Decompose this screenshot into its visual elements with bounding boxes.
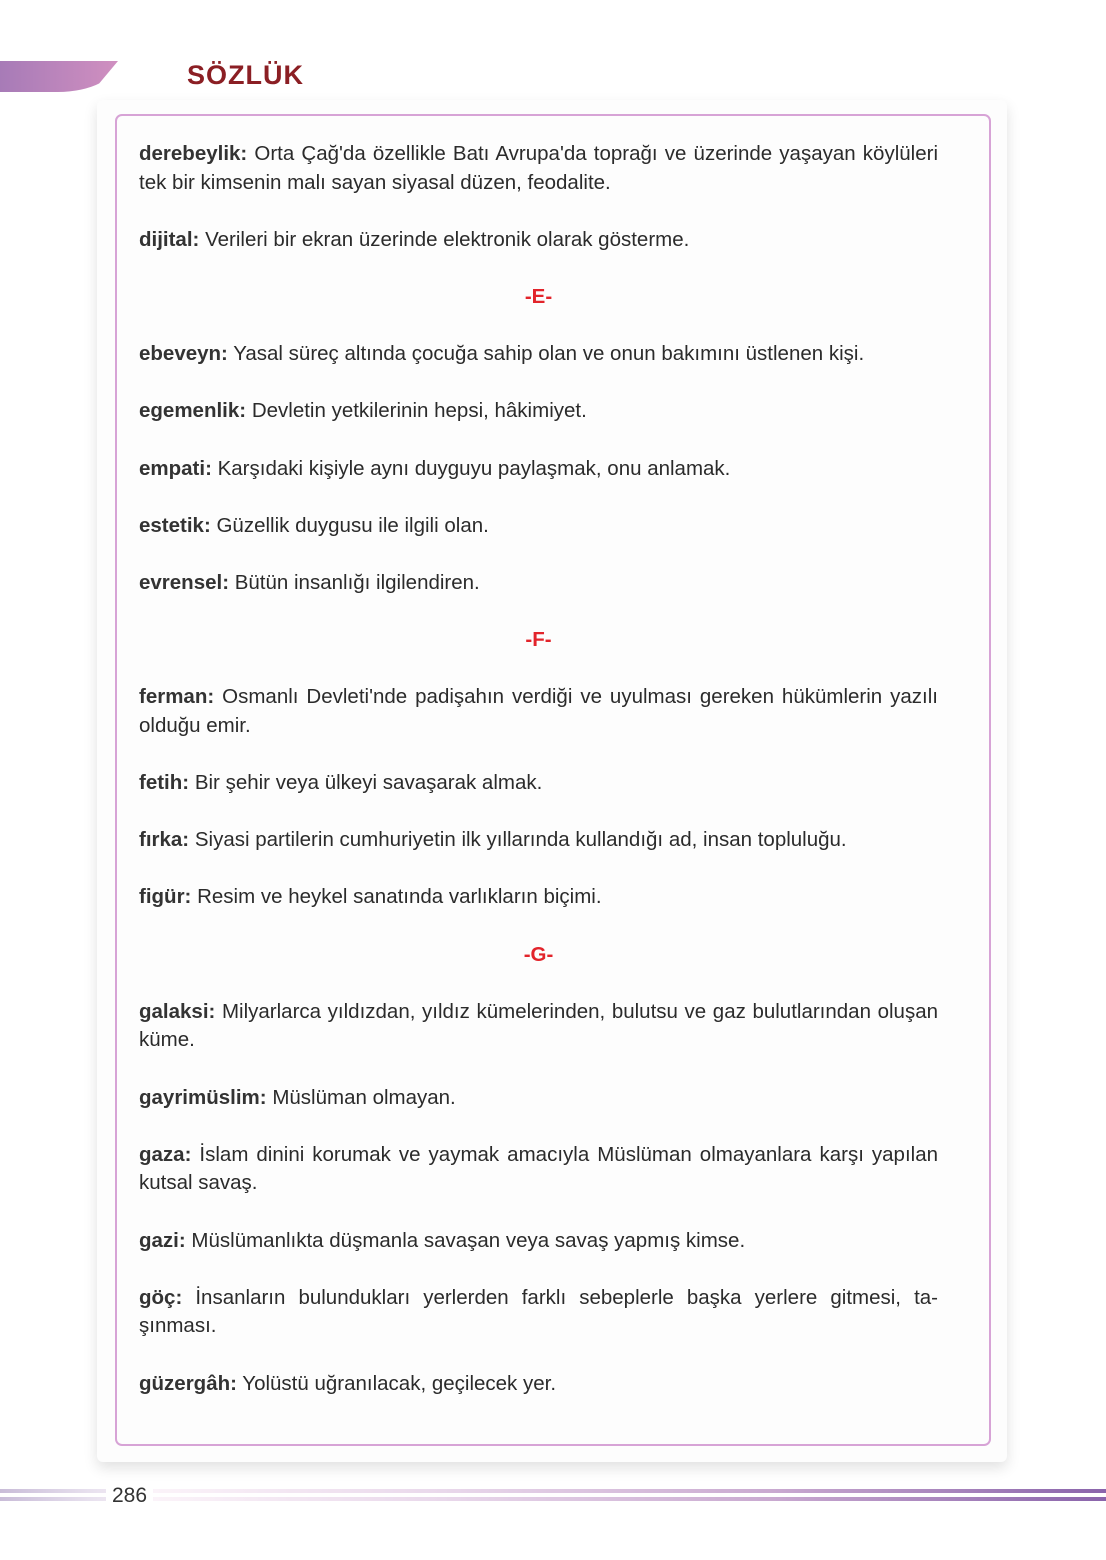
glossary-entry [139, 1370, 938, 1399]
glossary-definition: İslam dinini korumak ve yaymak amacıyla Müslüman olmayanlara karşı yapılan kutsal savaş. [139, 1142, 939, 1195]
glossary-term: fırka: [139, 828, 190, 852]
page-number: 286 [106, 1484, 153, 1508]
glossary-term: fetih: [139, 771, 190, 795]
glossary-definition: Müslüman olmayan. [272, 1085, 456, 1109]
glossary-definition: Siyasi partilerin cumhuriyetin ilk yıllarında kullandığı ad, insan topluluğu. [194, 828, 847, 852]
glossary-entry [139, 1084, 938, 1113]
glossary-term: gazi: [139, 1228, 186, 1252]
glossary-definition: Müslümanlıkta düşmanla savaşan veya savaş yapmış kimse. [191, 1228, 746, 1252]
glossary-definition: Bütün insanlığı ilgilendiren. [234, 570, 480, 594]
header-tab-decoration [0, 61, 118, 92]
glossary-term: galaksi: [139, 999, 216, 1023]
glossary-definition: İnsanların bulundukları yerlerden farklı sebeplerle başka yerlere gitmesi, taşınması. [139, 1285, 938, 1338]
glossary-term: evrensel: [139, 570, 230, 594]
glossary-entry [139, 1227, 938, 1256]
glossary-term: gayrimüslim: [139, 1085, 267, 1109]
glossary-term: figür: [139, 885, 192, 909]
glossary-definition: Osmanlı Devleti'nde padişahın verdiği ve uyulması gereken hükümlerin yazılı olduğu emir. [139, 685, 938, 737]
section-letter: -G- [523, 942, 554, 966]
glossary-entry [139, 1141, 938, 1198]
footer-line [0, 1489, 1106, 1493]
glossary-term: derebeylik: [139, 142, 248, 165]
section-letter: -E- [524, 284, 553, 308]
glossary-term: ebeveyn: [139, 342, 228, 366]
glossary-term: güzergâh: [139, 1371, 237, 1395]
glossary-entry [139, 769, 938, 798]
section-letter: -F- [525, 628, 552, 652]
glossary-entry [139, 455, 938, 484]
glossary-definition: Bir şehir veya ülkeyi savaşarak almak. [194, 771, 543, 795]
glossary-term: egemenlik: [139, 399, 247, 423]
glossary-entry [139, 1284, 938, 1341]
glossary-definition: Milyarlarca yıldızdan, yıldız kümelerinden, bulutsu ve gaz bulutlarından oluşan küme. [139, 999, 938, 1052]
glossary-entry [139, 569, 938, 598]
glossary-definition: Verileri bir ekran üzerinde elektronik olarak gösterme. [205, 227, 690, 251]
glossary-definition: Karşıdaki kişiyle aynı duyguyu paylaşmak, onu anlamak. [217, 456, 731, 480]
glossary-term: estetik: [139, 513, 211, 537]
glossary-entry [139, 826, 938, 855]
glossary-entry [139, 340, 938, 369]
glossary-term: göç: [139, 1285, 183, 1309]
glossary-term: gaza: [139, 1142, 192, 1166]
glossary-definition: Yolüstü uğranılacak, geçilecek yer. [242, 1371, 557, 1395]
glossary-definition: Devletin yetkilerinin hepsi, hâkimiyet. [251, 399, 587, 423]
footer-bar [0, 1489, 1106, 1503]
glossary-definition: Güzellik duygusu ile ilgili olan. [216, 513, 489, 537]
glossary-entry [139, 683, 938, 740]
page-title: SÖZLÜK [187, 60, 304, 90]
glossary-entry [139, 998, 938, 1055]
glossary-entry [139, 226, 938, 255]
glossary-definition: Resim ve heykel sanatında varlıkların biçimi. [197, 885, 602, 909]
footer-line [0, 1497, 1106, 1501]
glossary-definition: Orta Çağ'da özellikle Batı Avrupa'da toprağı ve üzerinde yaşayan köylüleri tek bir kimsenin malı sayan siyasal düzen, feodalite. [139, 142, 938, 194]
glossary-entry [139, 140, 938, 197]
glossary-list [139, 140, 938, 1427]
glossary-entry [139, 512, 938, 541]
glossary-entry [139, 883, 938, 912]
glossary-term: empati: [139, 456, 212, 480]
glossary-term: ferman: [139, 685, 215, 709]
glossary-definition: Yasal süreç altında çocuğa sahip olan ve onun bakımını üstlenen kişi. [233, 342, 865, 366]
glossary-entry [139, 397, 938, 426]
glossary-term: dijital: [139, 227, 200, 251]
